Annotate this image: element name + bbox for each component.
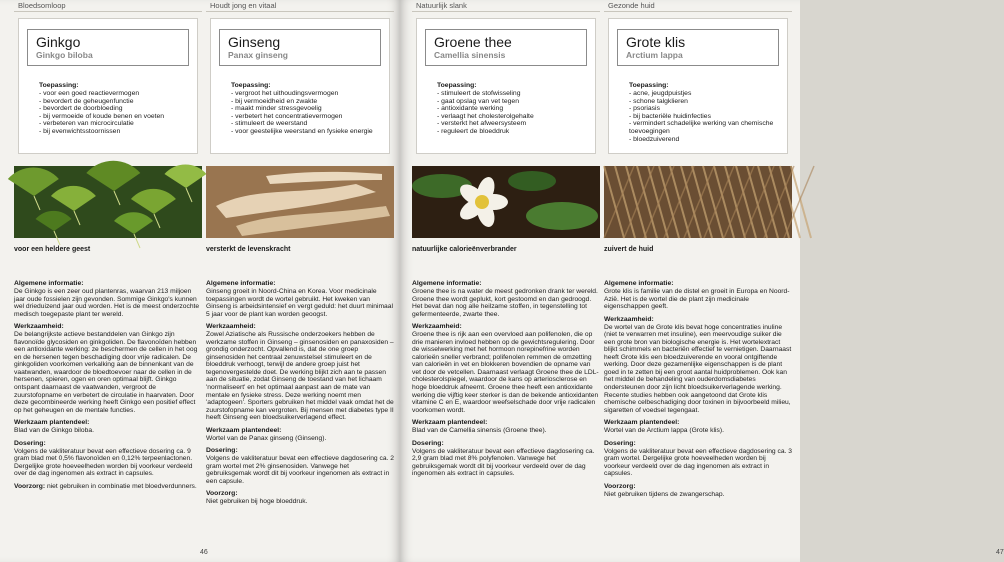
herb-latin-name: Ginkgo biloba — [36, 50, 93, 60]
herb-card — [18, 18, 198, 154]
toepassing-list — [39, 90, 191, 136]
toepassing-item: - gaat opslag van vet tegen — [437, 97, 519, 105]
toepassing-item: - stimuleert de weerstand — [231, 120, 308, 128]
section-heading: Werkzaam plantendeel: — [412, 419, 488, 427]
column-grote-klis — [604, 0, 792, 562]
toepassing-item: - voor geestelijke weerstand en fysieke energie — [231, 127, 373, 135]
section-text: Blad van de Camellia sinensis (Groene thee). — [412, 427, 547, 435]
toepassing-item: - bij vermoeidheid en zwakte — [231, 97, 318, 105]
section-text: Volgens de vakliteratuur bevat een effectieve dagdosering ca. 2,9 gram blad met 8% polyfenolen. Vanwege het gebruiksgemak wordt dit bij voorkeur verdeeld over de dag ingenomen als extract in capsules. — [412, 447, 595, 478]
section-heading: Werkzaam plantendeel: — [14, 419, 90, 427]
toepassing-label: Toepassing: — [39, 82, 79, 89]
section-heading: Werkzaamheid: — [412, 323, 462, 331]
toepassing-item: - vergroot het uithoudingsvermogen — [231, 90, 339, 97]
toepassing-item: - versterkt het afweersysteem — [437, 120, 527, 128]
section-text: Groene thee is na water de meest gedronken drank ter wereld. Groene thee wordt geplukt, kort gestoomd en dan gedroogd. Het bevat dan nog alle heilzame stoffen, in tegenstelling tot gefermenteerde, zwarte thee. — [412, 288, 598, 318]
toepassing-item: - schone talgklieren — [629, 97, 688, 105]
section-heading: Algemene informatie: — [412, 280, 482, 287]
section-label: Gezonde huid — [604, 0, 792, 12]
section-text: Grote klis is familie van de distel en groeit in Europa en Noord-Azië. Het is de wortel die de plant zijn medicinale eigenschappen geeft. — [604, 288, 790, 311]
section-heading: Werkzaamheid: — [604, 315, 654, 323]
page-number-left: 46 — [200, 549, 208, 556]
section-text: niet gebruiken in combinatie met bloedverdunners. — [46, 482, 197, 490]
toepassing-item: - reguleert de bloeddruk — [437, 127, 510, 135]
column-ginkgo — [14, 0, 202, 562]
tea-flower-image — [412, 166, 600, 238]
section-heading: Dosering: — [14, 439, 46, 447]
toepassing-item: - maakt minder stressgevoelig — [231, 105, 322, 113]
column-ginseng — [206, 0, 394, 562]
toepassing-item: - vermindert schadelijke werking van chemische toevoegingen — [629, 120, 774, 135]
toepassing-list — [629, 90, 781, 143]
section-heading: Dosering: — [206, 447, 238, 455]
section-text: Wortel van de Panax ginseng (Ginseng). — [206, 434, 327, 442]
section-heading: Voorzorg: — [206, 490, 238, 498]
herb-title: Grote klis — [626, 34, 686, 50]
toepassing-item: - voor een goed reactievermogen — [39, 90, 140, 97]
herb-card — [210, 18, 390, 154]
title-box — [27, 29, 189, 66]
toepassing-item: - acne, jeugdpuistjes — [629, 90, 692, 97]
section-text: Volgens de vakliteratuur bevat een effectieve dagdosering ca. 2 gram wortel met 2% ginsenosiden. Vanwege het gebruiksgemak wordt dit bij voorkeur ingenomen als extract in een capsule. — [206, 455, 394, 485]
body-section — [14, 483, 202, 491]
photo-caption: natuurlijke calorieënverbrander — [412, 246, 517, 253]
section-heading: Werkzaam plantendeel: — [604, 419, 680, 427]
section-heading: Algemene informatie: — [206, 280, 276, 287]
toepassing-item: - bloedzuiverend — [629, 135, 680, 143]
column-groene-thee — [412, 0, 600, 562]
toepassing-item: - bevordert de geheugenfunctie — [39, 97, 134, 105]
herb-body-text — [412, 280, 600, 478]
section-text: Blad van de Ginkgo biloba. — [14, 427, 94, 435]
toepassing-item: - verlaagt het cholesterolgehalte — [437, 112, 534, 120]
section-heading: Dosering: — [604, 439, 636, 447]
toepassing-item: - bij vermoeide of koude benen en voeten — [39, 112, 165, 120]
section-label: Houdt jong en vitaal — [206, 0, 394, 12]
toepassing-label: Toepassing: — [629, 82, 669, 89]
herb-title: Ginseng — [228, 34, 281, 50]
toepassing-item: - antioxidante werking — [437, 105, 504, 113]
section-label: Bloedsomloop — [14, 0, 202, 12]
toepassing-item: - verbeteren van microcirculatie — [39, 120, 134, 128]
section-heading: Werkzaam plantendeel: — [206, 426, 282, 434]
section-text: Zowel Aziatische als Russische onderzoekers hebben de werkzame stoffen in Ginseng – ginsenosiden en panaxosiden – grondig onderzocht. Opvallend is, dat de one groep ginsenosiden het centraal zenuwstelsel stimuleert en de bloeddruk verhoogt, terwijl de andere groep juist het tegenovergestelde doet. De werking blijkt zich aan te passen aan de situatie, zodat Ginseng de toestand van het lichaam 'normaliseert' en het optimaal aanpast aan de mate van mentale en fysieke stress. Deze werking noemt men 'adaptogeen'. Sporters gebruiken het middel vaak omdat het de zuurstofopname kan vergroten. Bij mensen met diabetes type II heeft Ginseng een bloedsuikerverlagend effect. — [206, 331, 394, 422]
section-heading: Werkzaamheid: — [206, 323, 256, 331]
section-heading: Algemene informatie: — [604, 280, 674, 287]
title-box — [617, 29, 779, 66]
herb-body-text — [604, 280, 792, 498]
title-box — [219, 29, 381, 66]
herb-photo — [604, 166, 792, 238]
section-text: Ginseng groeit in Noord-China en Korea. Voor medicinale toepassingen wordt de wortel gebruikt. Het kweken van Ginseng is arbeidsintensief en vergt geduld: het duurt minimaal 5 jaar voor de plant kan worden geoogst. — [206, 288, 393, 318]
section-text: Volgens de vakliteratuur bevat een effectieve dagdosering ca. 3 gram wortel. Dergelijke grote hoeveelheden worden bij voorkeur verdeeld over de dag ingenomen als extract in capsules. — [604, 447, 792, 478]
herb-photo — [14, 166, 202, 238]
photo-caption: versterkt de levenskracht — [206, 246, 291, 253]
toepassing-label: Toepassing: — [437, 82, 477, 89]
section-text: De Ginkgo is een zeer oud plantenras, waarvan 213 miljoen jaar oude fossielen zijn gevonden. Sommige Ginkgo's kunnen wel drieduizend jaar oud worden. Het is de meest onderzochte medisch toegepaste plant ter wereld. — [14, 288, 200, 318]
section-heading: Voorzorg: — [604, 482, 636, 490]
section-text: Volgens de vakliteratuur bevat een effectieve dosering ca. 9 gram blad met 0,5% flavonoïden en 0,12% terpeenlactonen. Dergelijke grote hoeveelheden worden bij voorkeur verdeeld over de dag ingenomen als extract in capsules. — [14, 447, 193, 478]
section-heading: Voorzorg: — [14, 482, 47, 490]
herb-body-text — [14, 280, 202, 490]
ginkgo-leaves-image — [14, 166, 202, 238]
section-text: De belangrijkste actieve bestanddelen van Ginkgo zijn flavonoïde glycosiden en ginkgoliden. De flavonoïden hebben een antioxidante werking: ze beschermen de cellen in het oog en de hersenen tegen beschadiging door vrije radicalen. De ginkgoliden voorkomen verkalking aan de binnenkant van de vaatwanden, waardoor de bloedtoevoer naar de cellen in de hersenen, spieren, ogen en oren optimaal blijft. Ginkgo ontspant daarnaast de vaatwanden, vergroot de zuurstofopname en verbetert de circulatie in haarvaten. Door deze gecombineerde werking heeft Ginkgo een positief effect op het geheugen en de mentale functies. — [14, 331, 198, 414]
toepassing-item: - verbetert het concentratievermogen — [231, 112, 343, 120]
section-text: Wortel van de Arctium lappa (Grote klis). — [604, 427, 724, 435]
ginseng-root-image — [206, 166, 394, 238]
herb-card — [416, 18, 596, 154]
page-number-right: 47 — [996, 549, 1004, 556]
photo-caption: zuivert de huid — [604, 246, 654, 253]
herb-body-text — [206, 280, 394, 506]
toepassing-item: - stimuleert de stofwisseling — [437, 90, 521, 97]
herb-card — [608, 18, 788, 154]
section-label: Natuurlijk slank — [412, 0, 600, 12]
section-text: Niet gebruiken bij hoge bloeddruk. — [206, 498, 308, 506]
toepassing-list — [231, 90, 383, 136]
herb-latin-name: Camellia sinensis — [434, 50, 506, 60]
toepassing-item: - bij evenwichtsstoornissen — [39, 127, 121, 135]
burdock-root-image — [604, 166, 792, 238]
herb-title: Groene thee — [434, 34, 512, 50]
toepassing-item: - bevordert de doorbloeding — [39, 105, 123, 113]
section-text: De wortel van de Grote klis bevat hoge concentraties inuline (niet te verwarren met insuline), een meervoudige suiker die een grote bron van biologische energie is. Het wortelextract blijkt schimmels en bacteriën effectief te vernietigen. Daarnaast heeft Grote klis een bloedzuiverende en vooral ontgiftende werking. Door deze gezamenlijke eigenschappen is de plant goed in te zetten bij een groot aantal huidproblemen. Ook kan het middel de behandeling van ouderdomsdiabetes ondersteunen door zijn licht bloedsuikerverlagende werking. Recente studies hebben ook aangetoond dat Grote klis chemische celbeschadiging door toxinen in bijvoorbeeld milieu, sigaretten of voedsel tegengaat. — [604, 323, 792, 414]
section-text: Niet gebruiken tijdens de zwangerschap. — [604, 490, 725, 498]
section-heading: Dosering: — [412, 439, 444, 447]
herb-photo — [206, 166, 394, 238]
title-box — [425, 29, 587, 66]
toepassing-list — [437, 90, 589, 136]
toepassing-item: - psoriasis — [629, 105, 660, 113]
toepassing-item: - bij bacteriële huidinfecties — [629, 112, 711, 120]
herb-photo — [412, 166, 600, 238]
section-text: Groene thee is rijk aan een overvloed aan polifenolen, die op drie manieren invloed hebben op de gewichtsregulering. Door de wisselwerking met het hormoon norepinefrine worden calorieën sneller verbrand; polifenolen remmen de omzetting van calorieën in vet en blokkeren bovendien de opname van vet door de vetcellen. Daarnaast verlaagt Groene thee de LDL-cholesterolspiegel, waardoor de kans op arteriosclerose en hoge bloeddruk afneemt. Groene thee heeft een antioxidante werking die vijftig keer sterker is dan de bekende antioxidanten vitamine C en E, waardoor weefselschade door vrije radicalen voorkomen wordt. — [412, 331, 599, 414]
photo-caption: voor een heldere geest — [14, 246, 91, 253]
herb-title: Ginkgo — [36, 34, 81, 50]
herb-latin-name: Arctium lappa — [626, 50, 683, 60]
toepassing-label: Toepassing: — [231, 82, 271, 89]
section-heading: Algemene informatie: — [14, 280, 84, 287]
section-heading: Werkzaamheid: — [14, 323, 64, 331]
herb-latin-name: Panax ginseng — [228, 50, 288, 60]
